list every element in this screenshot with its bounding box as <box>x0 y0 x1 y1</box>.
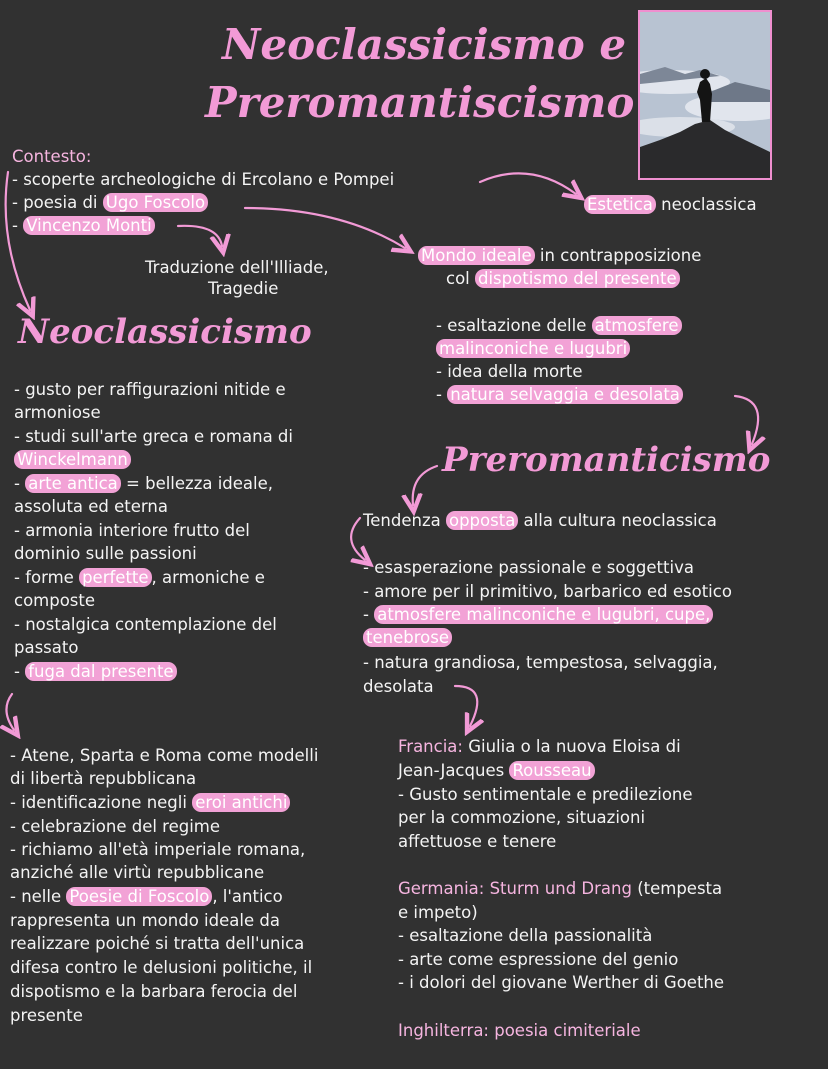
monti-highlight: Vincenzo Monti <box>23 216 155 235</box>
inghilterra-line: Inghilterra: poesia cimiteriale <box>398 1021 641 1040</box>
neo-bottom-6: anziché alle virtù repubblicane <box>10 863 265 882</box>
neo-bottom-1: - Atene, Sparta e Roma come modelli <box>10 746 319 765</box>
foscolo-item-3 <box>436 383 683 406</box>
malinconiche-highlight: malinconiche e lugubri <box>436 339 630 358</box>
francia-line-2-pre: Jean-Jacques <box>398 761 510 780</box>
neo-line-1: - gusto per raffigurazioni nitide e <box>14 380 286 399</box>
contesto-heading: Contesto: <box>12 147 92 166</box>
neo-line-5-pre: - <box>14 474 26 493</box>
germania-rest: (tempesta <box>631 879 723 898</box>
pre-tendenza-rest: alla cultura neoclassica <box>518 511 717 530</box>
neo-bottom-2: di libertà repubblicana <box>10 769 197 788</box>
neo-bottom-11: dispotismo e la barbara ferocia del <box>10 982 298 1001</box>
monti-note-2: Tragedie <box>208 279 279 298</box>
pre-line-6: desolata <box>363 677 434 696</box>
mondo-ideale-rest: in contrapposizione <box>534 246 702 265</box>
germania-line-4: - arte come espressione del genio <box>398 950 679 969</box>
neo-line-5 <box>14 472 273 495</box>
germania-line-3: - esaltazione della passionalità <box>398 926 653 945</box>
francia-line-1 <box>398 735 681 758</box>
neo-line-2: armoniose <box>14 403 101 422</box>
neo-line-9-pre: - forme <box>14 568 80 587</box>
page-title-line-1: Neoclassicismo e <box>222 20 627 69</box>
neo-bottom-9: realizzare poiché si tratta dell'unica <box>10 934 305 953</box>
arte-antica-highlight: arte antica <box>25 474 121 493</box>
pre-tendenza-pre: Tendenza <box>363 511 446 530</box>
mondo-ideale-line <box>418 244 701 267</box>
francia-line-4: per la commozione, situazioni <box>398 808 646 827</box>
fuga-highlight: fuga dal presente <box>25 662 176 681</box>
neoclassicismo-heading: Neoclassicismo <box>18 312 312 352</box>
contesto-line-3 <box>12 214 155 237</box>
eroi-antichi-highlight: eroi antichi <box>192 793 290 812</box>
rousseau-highlight: Rousseau <box>509 761 594 780</box>
estetica-rest: neoclassica <box>655 195 757 214</box>
neo-line-9 <box>14 566 265 589</box>
neo-line-13 <box>14 660 177 683</box>
pre-line-1: - esasperazione passionale e soggettiva <box>363 558 694 577</box>
foscolo-item-1-pre: - esaltazione delle <box>436 316 592 335</box>
neo-line-9-rest: , armoniche e <box>151 568 265 587</box>
neo-line-11: - nostalgica contemplazione del <box>14 615 277 634</box>
germania-label: Germania: Sturm und Drang <box>398 879 632 898</box>
dispotismo-pre: col <box>446 269 475 288</box>
dispotismo-line <box>446 267 680 290</box>
francia-line-5: affettuose e tenere <box>398 832 557 851</box>
perfette-highlight: perfette <box>79 568 151 587</box>
neo-bottom-7-rest: , l'antico <box>212 887 283 906</box>
contesto-line-2 <box>12 191 208 214</box>
germania-line-1 <box>398 877 722 900</box>
neo-line-7: - armonia interiore frutto del <box>14 521 250 540</box>
pre-line-2: - amore per il primitivo, barbarico ed esotico <box>363 582 732 601</box>
monti-note-1: Traduzione dell'Illiade, <box>145 258 329 277</box>
tenebrose-highlight: tenebrose <box>363 628 452 647</box>
mondo-ideale-highlight: Mondo ideale <box>418 246 535 265</box>
poesie-foscolo-highlight: Poesie di Foscolo <box>66 887 212 906</box>
wanderer-painting <box>638 10 772 180</box>
contesto-line-2-text: - poesia di <box>12 193 103 212</box>
neo-bottom-10: difesa contro le delusioni politiche, il <box>10 958 313 977</box>
pre-line-4 <box>363 626 452 649</box>
neo-line-3: - studi sull'arte greca e romana di <box>14 427 293 446</box>
neo-line-5-rest: = bellezza ideale, <box>120 474 274 493</box>
pre-tendenza <box>363 509 717 532</box>
foscolo-highlight: Ugo Foscolo <box>103 193 208 212</box>
atmosfere-highlight: atmosfere <box>592 316 682 335</box>
pre-line-5: - natura grandiosa, tempestosa, selvaggia, <box>363 653 718 672</box>
foscolo-item-1 <box>436 314 682 337</box>
estetica-highlight: Estetica <box>584 195 656 214</box>
germania-line-5: - i dolori del giovane Werther di Goethe <box>398 973 725 992</box>
page-title-line-2: Preromantiscismo <box>205 78 635 127</box>
preromanticismo-heading: Preromanticismo <box>442 440 771 480</box>
opposta-highlight: opposta <box>446 511 518 530</box>
dispotismo-highlight: dispotismo del presente <box>475 269 680 288</box>
neo-line-12: passato <box>14 638 79 657</box>
neo-line-8: dominio sulle passioni <box>14 544 197 563</box>
neo-bottom-3-pre: - identificazione negli <box>10 793 193 812</box>
francia-rest: Giulia o la nuova Eloisa di <box>462 737 681 756</box>
pre-line-3-pre: - <box>363 605 375 624</box>
neo-bottom-8: rappresenta un mondo ideale da <box>10 911 280 930</box>
contesto-line-3-text: - <box>12 216 24 235</box>
foscolo-item-1-cont <box>436 337 630 360</box>
neo-line-6: assoluta ed eterna <box>14 497 168 516</box>
neo-bottom-4: - celebrazione del regime <box>10 817 221 836</box>
neo-line-4 <box>14 448 131 471</box>
neo-bottom-7 <box>10 885 283 908</box>
neo-bottom-12: presente <box>10 1006 83 1025</box>
estetica-label <box>584 193 757 216</box>
neo-bottom-3 <box>10 791 290 814</box>
neo-bottom-7-pre: - nelle <box>10 887 67 906</box>
atmosfere-cupe-highlight: atmosfere malinconiche e lugubri, cupe, <box>374 605 713 624</box>
winckelmann-highlight: Winckelmann <box>14 450 131 469</box>
germania-line-2: e impeto) <box>398 903 478 922</box>
pre-line-3 <box>363 603 713 626</box>
contesto-line-1: - scoperte archeologiche di Ercolano e Pompei <box>12 170 395 189</box>
foscolo-item-2: - idea della morte <box>436 362 583 381</box>
francia-line-3: - Gusto sentimentale e predilezione <box>398 785 693 804</box>
neo-line-13-pre: - <box>14 662 26 681</box>
foscolo-item-3-pre: - <box>436 385 448 404</box>
neo-line-10: composte <box>14 591 96 610</box>
francia-label: Francia: <box>398 737 463 756</box>
francia-line-2 <box>398 759 595 782</box>
neo-bottom-5: - richiamo all'età imperiale romana, <box>10 840 306 859</box>
natura-selvaggia-highlight: natura selvaggia e desolata <box>447 385 683 404</box>
